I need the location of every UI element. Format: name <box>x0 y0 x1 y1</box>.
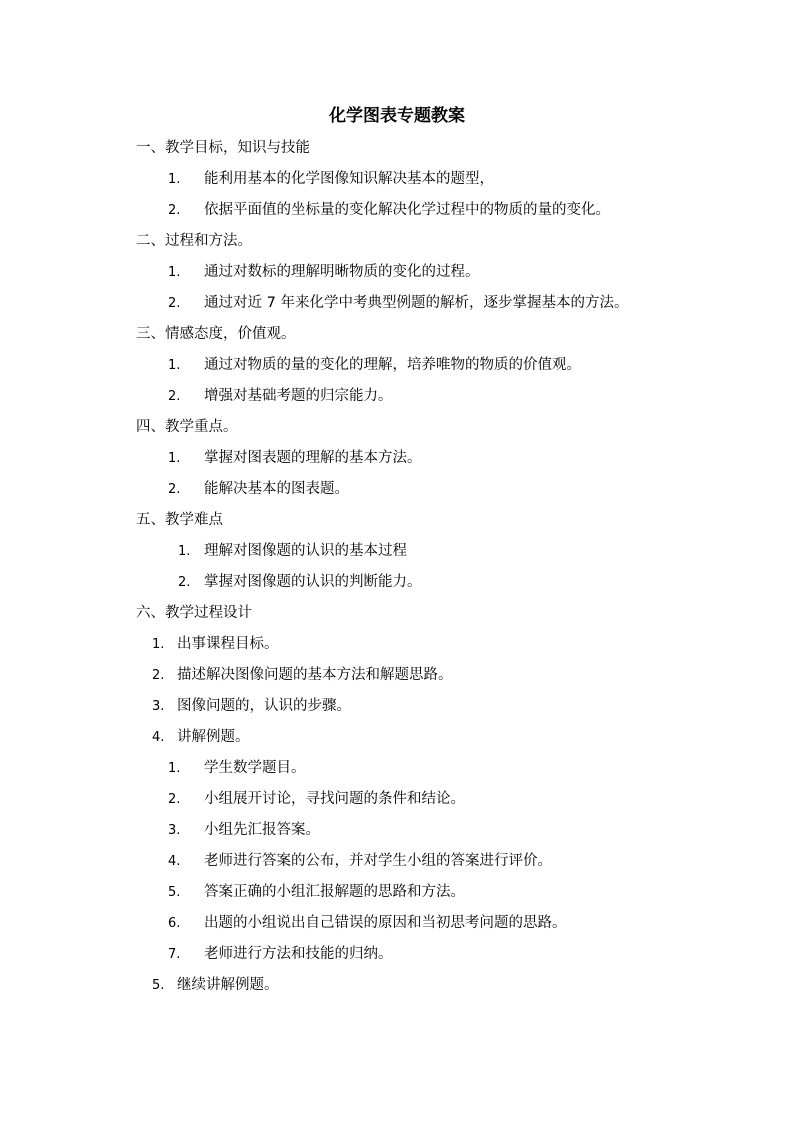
list-item-number: 1. <box>168 265 181 280</box>
list-item-text: 理解对图像题的认识的基本过程 <box>204 543 407 559</box>
list-item-number: 6. <box>168 916 181 931</box>
list-item-text: 答案正确的小组汇报解题的思路和方法。 <box>204 884 465 900</box>
process-step <box>0 629 794 660</box>
step-number: 4. <box>152 730 165 745</box>
list-item-number: 2. <box>168 296 181 311</box>
list-item-text: 出题的小组说出自己错误的原因和当初思考问题的思路。 <box>204 915 567 931</box>
process-step <box>0 970 794 1001</box>
list-item-text: 增强对基础考题的归宗能力。 <box>204 388 393 404</box>
list-item-text: 通过对物质的量的变化的理解，培养唯物的物质的价值观。 <box>204 357 581 373</box>
list-item <box>0 784 794 815</box>
step-text: 出事课程目标。 <box>177 636 279 652</box>
step-text: 图像问题的，认识的步骤。 <box>177 698 351 714</box>
step-text: 讲解例题。 <box>177 729 250 745</box>
list-item-text: 小组展开讨论，寻找问题的条件和结论。 <box>204 791 465 807</box>
list-item-text: 能解决基本的图表题。 <box>204 481 349 497</box>
list-item-number: 3. <box>168 823 181 838</box>
list-item-text: 老师进行答案的公布，并对学生小组的答案进行评价。 <box>204 853 552 869</box>
list-item-number: 2. <box>168 792 181 807</box>
section-heading: 二、过程和方法。 <box>136 233 252 249</box>
list-item-number: 1. <box>168 451 181 466</box>
list-item-number: 5. <box>168 885 181 900</box>
step-number: 1. <box>152 637 165 652</box>
list-item-number: 2. <box>168 482 181 497</box>
step-number: 3. <box>152 699 165 714</box>
step-number: 2. <box>152 668 165 683</box>
list-item-text: 学生数学题目。 <box>204 760 306 776</box>
list-item-text: 老师进行方法和技能的归纳。 <box>204 946 393 962</box>
section-heading: 四、教学重点。 <box>136 419 238 435</box>
section-heading: 六、教学过程设计 <box>136 605 252 621</box>
list-item-number: 2. <box>168 203 181 218</box>
list-item-number: 2. <box>178 575 191 590</box>
list-item <box>0 381 794 412</box>
list-item <box>0 815 794 846</box>
process-step <box>0 660 794 691</box>
section-heading: 三、情感态度，价值观。 <box>136 326 296 342</box>
process-step <box>0 722 794 753</box>
list-item-text: 掌握对图表题的理解的基本方法。 <box>204 450 422 466</box>
list-item <box>0 164 794 195</box>
section-heading: 五、教学难点 <box>136 512 223 528</box>
list-item <box>0 536 794 567</box>
process-step <box>0 691 794 722</box>
list-item-number: 1. <box>168 761 181 776</box>
list-item <box>0 753 794 784</box>
list-item-number: 1. <box>178 544 191 559</box>
list-item-number: 2. <box>168 389 181 404</box>
list-item <box>0 846 794 877</box>
list-item-text: 能利用基本的化学图像知识解决基本的题型， <box>204 171 494 187</box>
list-item-number: 4. <box>168 854 181 869</box>
list-item-text: 依据平面值的坐标量的变化解决化学过程中的物质的量的变化。 <box>204 202 610 218</box>
document-title: 化学图表专题教案 <box>329 106 465 126</box>
list-item <box>0 350 794 381</box>
step-text: 描述解决图像问题的基本方法和解题思路。 <box>177 667 453 683</box>
list-item-text: 掌握对图像题的认识的判断能力。 <box>204 574 422 590</box>
list-item <box>0 257 794 288</box>
list-item-number: 1. <box>168 172 181 187</box>
list-item <box>0 939 794 970</box>
list-item <box>0 474 794 505</box>
list-item-text: 小组先汇报答案。 <box>204 822 320 838</box>
list-item <box>0 443 794 474</box>
step-text: 继续讲解例题。 <box>177 977 279 993</box>
list-item <box>0 567 794 598</box>
list-item <box>0 195 794 226</box>
list-item-text: 通过对数标的理解明晰物质的变化的过程。 <box>204 264 480 280</box>
list-item-number: 7. <box>168 947 181 962</box>
list-item-number: 1. <box>168 358 181 373</box>
list-item <box>0 877 794 908</box>
step-number: 5. <box>152 978 165 993</box>
list-item <box>0 908 794 939</box>
list-item <box>0 288 794 319</box>
list-item-text: 通过对近 7 年来化学中考典型例题的解析，逐步掌握基本的方法。 <box>204 295 629 311</box>
section-heading: 一、教学目标，知识与技能 <box>136 140 310 156</box>
